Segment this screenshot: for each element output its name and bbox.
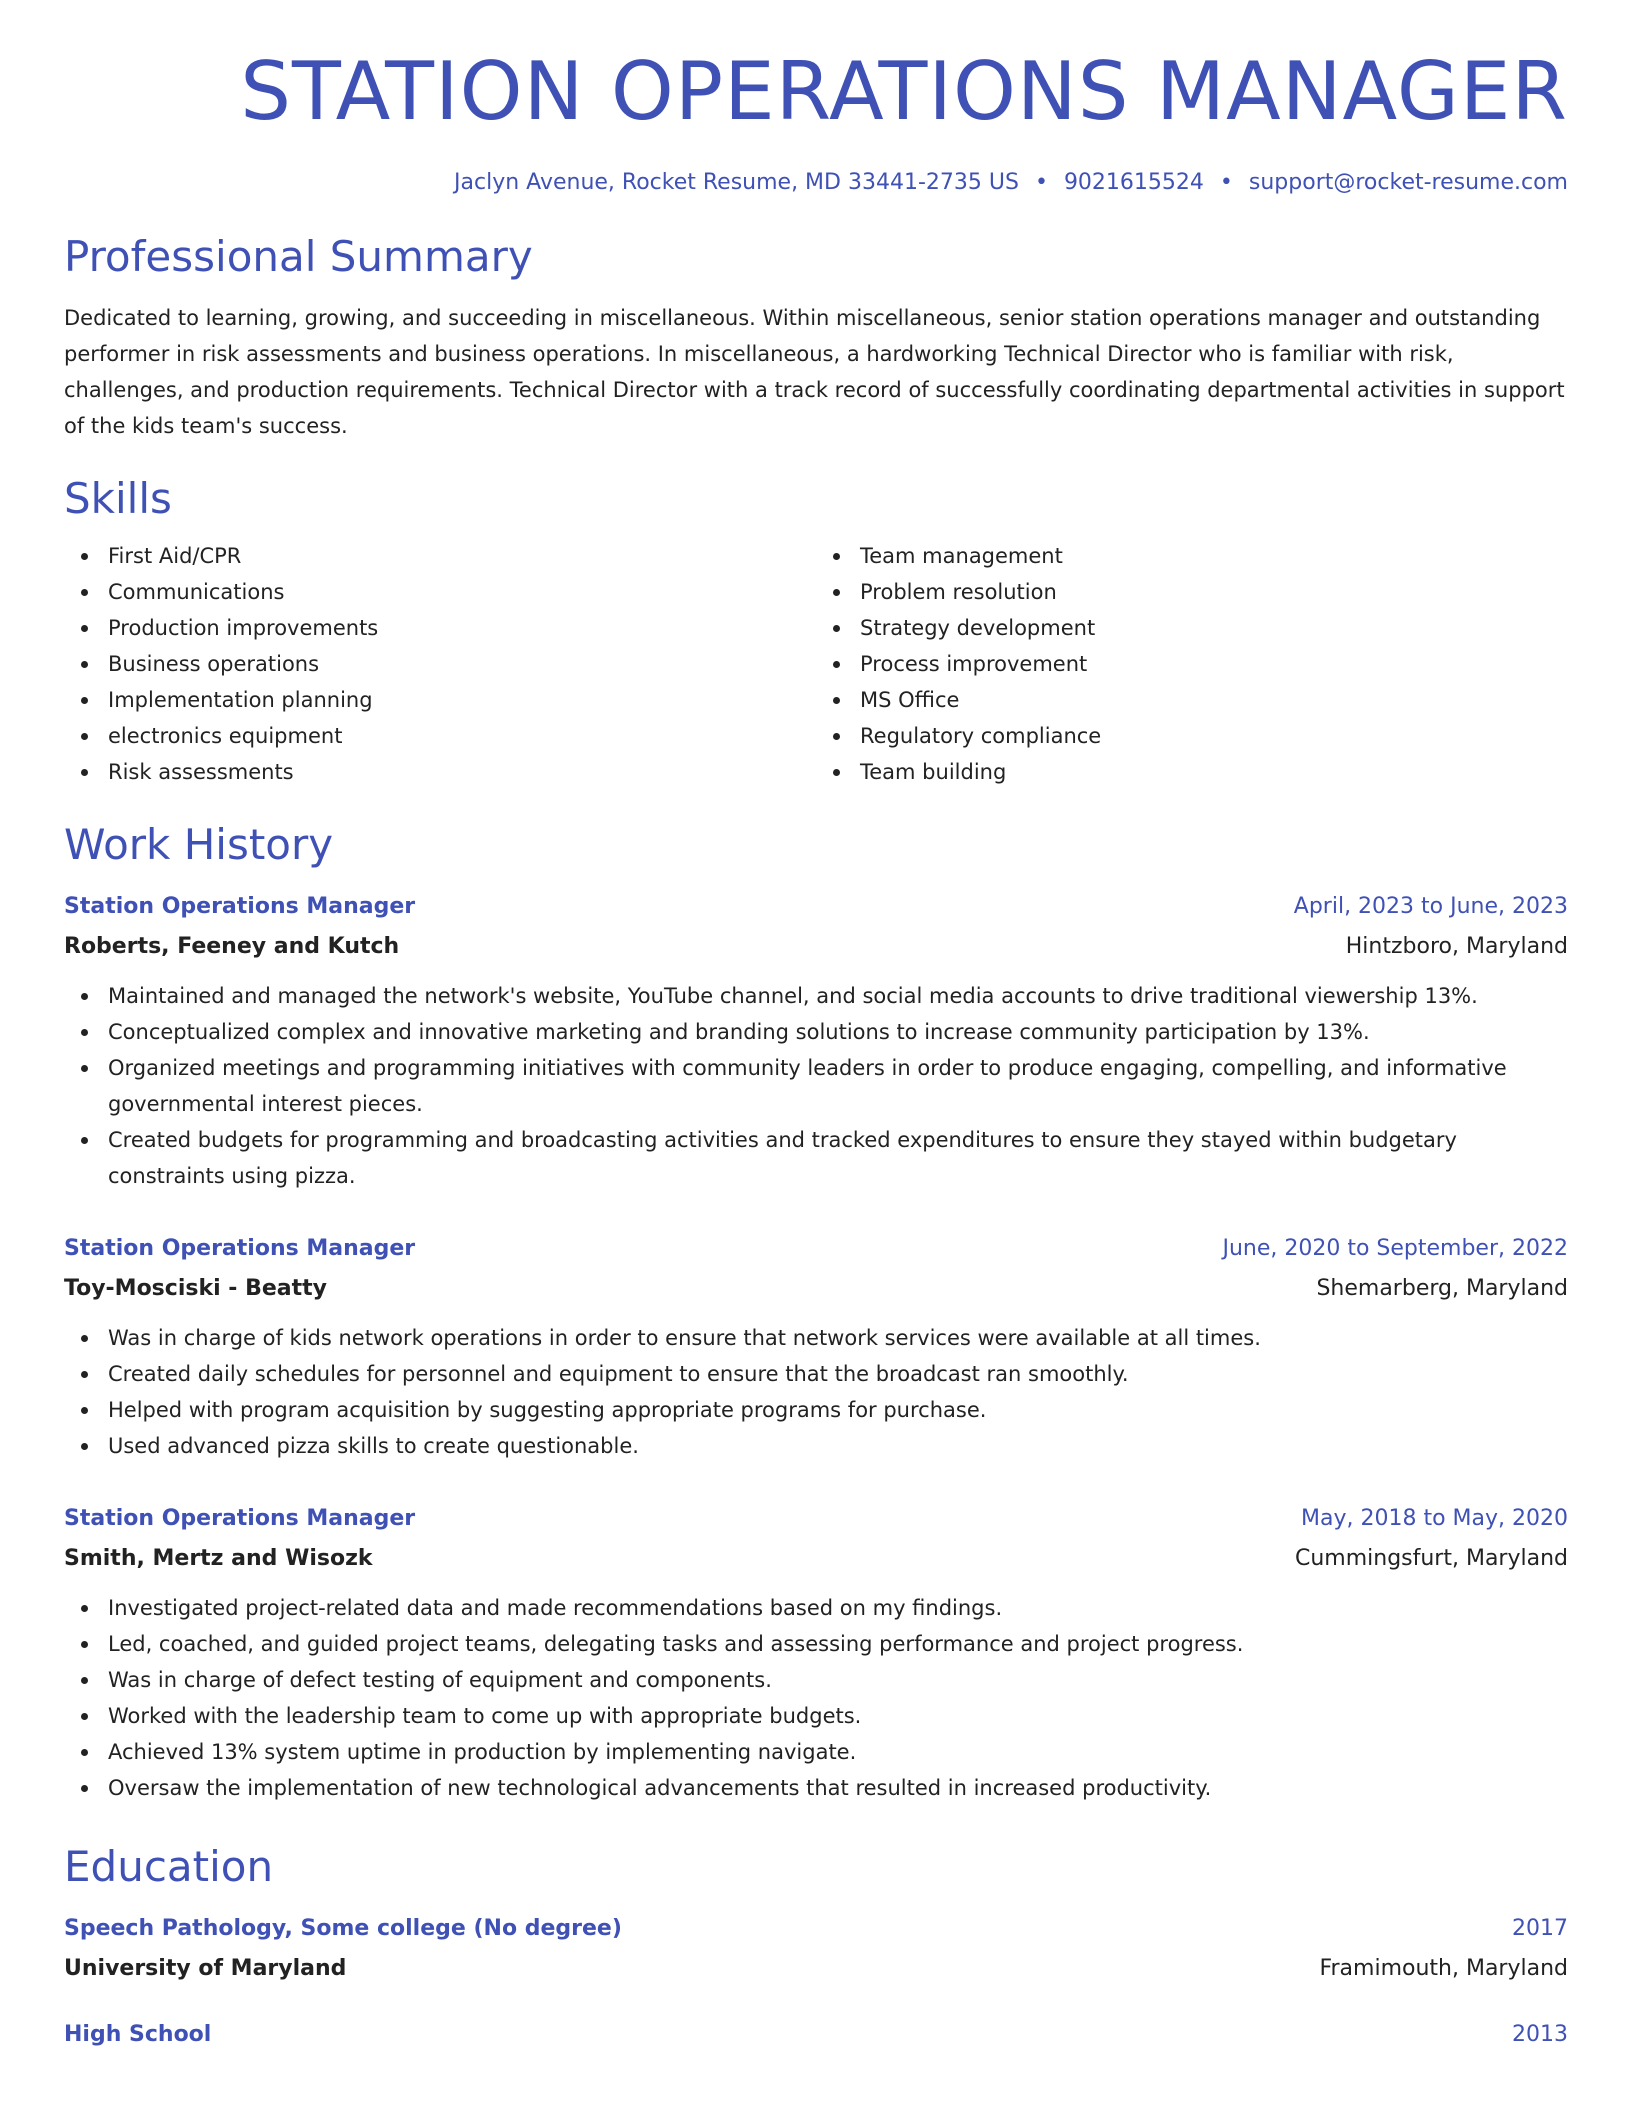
job-company: Smith, Mertz and Wisozk [64,1546,373,1571]
job-dates: May, 2018 to May, 2020 [1301,1506,1568,1531]
education-entry [64,1918,1568,1980]
job-subheader [64,1548,1568,1570]
education-location: Framimouth, Maryland [1319,1956,1568,1981]
skill-item: Regulatory compliance [860,718,1568,754]
section-title-education: Education [64,1842,274,1891]
education-entry [64,2024,1568,2046]
skills-column-left [64,538,816,790]
job-header [64,896,1568,918]
skill-item: Business operations [108,646,816,682]
job-subheader [64,1278,1568,1300]
education-degree: Speech Pathology, Some college (No degree) [64,1916,622,1941]
job-location: Cummingsfurt, Maryland [1294,1546,1568,1571]
skill-item: Team management [860,538,1568,574]
job-bullet: Led, coached, and guided project teams, delegating tasks and assessing performance and project progress. [108,1626,1568,1662]
job-company: Roberts, Feeney and Kutch [64,934,400,959]
job-role: Station Operations Manager [64,894,416,919]
job-entry [64,1508,1568,1806]
section-title-summary: Professional Summary [64,232,533,281]
education-subheader [64,1958,1568,1980]
job-bullet: Investigated project-related data and made recommendations based on my findings. [108,1590,1568,1626]
job-bullet: Worked with the leadership team to come up with appropriate budgets. [108,1698,1568,1734]
job-bullet: Maintained and managed the network's website, YouTube channel, and social media accounts to drive traditional viewership 13%. [108,978,1568,1014]
job-bullet: Achieved 13% system uptime in production by implementing navigate. [108,1734,1568,1770]
job-bullet: Conceptualized complex and innovative marketing and branding solutions to increase community participation by 13%. [108,1014,1568,1050]
job-header [64,1238,1568,1260]
skill-item: Strategy development [860,610,1568,646]
skill-item: electronics equipment [108,718,816,754]
skills-list [64,538,1568,790]
education-header [64,1918,1568,1940]
job-location: Hintzboro, Maryland [1345,934,1568,959]
job-entry [64,896,1568,1194]
summary-text: Dedicated to learning, growing, and succeeding in miscellaneous. Within miscellaneous, senior station operations manager and outstanding performer in risk assessments and business operations. In miscellaneous, a hardworking Technical Director who is familiar with risk, challenges, and production requirements. Technical Director with a track record of successfully coordinating departmental activities in support of the kids team's success. [64,306,1565,438]
resume-title: STATION OPERATIONS MANAGER [240,45,1568,138]
job-subheader [64,936,1568,958]
education-year: 2017 [1512,1916,1568,1941]
skill-item: Process improvement [860,646,1568,682]
job-dates: April, 2023 to June, 2023 [1293,894,1568,919]
job-bullets [64,1320,1568,1464]
skill-item: Implementation planning [108,682,816,718]
job-role: Station Operations Manager [64,1506,416,1531]
skill-item: Risk assessments [108,754,816,790]
separator: • [1034,170,1048,195]
job-role: Station Operations Manager [64,1236,416,1261]
contact-line [64,172,1568,194]
job-location: Shemarberg, Maryland [1316,1276,1568,1301]
job-bullet: Was in charge of defect testing of equipment and components. [108,1662,1568,1698]
education-header [64,2024,1568,2046]
job-bullet: Oversaw the implementation of new technological advancements that resulted in increased productivity. [108,1770,1568,1806]
job-bullet: Created daily schedules for personnel and equipment to ensure that the broadcast ran smoothly. [108,1356,1568,1392]
job-bullet: Was in charge of kids network operations in order to ensure that network services were available at all times. [108,1320,1568,1356]
job-company: Toy-Mosciski - Beatty [64,1276,327,1301]
education-school: University of Maryland [64,1956,347,1981]
skill-item: First Aid/CPR [108,538,816,574]
section-title-skills: Skills [64,474,172,523]
job-bullet: Helped with program acquisition by suggesting appropriate programs for purchase. [108,1392,1568,1428]
job-bullet: Organized meetings and programming initiatives with community leaders in order to produce engaging, compelling, and informative governmental interest pieces. [108,1050,1568,1122]
skills-column-right [816,538,1568,790]
skill-item: Team building [860,754,1568,790]
skill-item: Problem resolution [860,574,1568,610]
job-bullet: Created budgets for programming and broadcasting activities and tracked expenditures to ensure they stayed within budgetary constraints using pizza. [108,1122,1568,1194]
separator: • [1219,170,1233,195]
job-bullets [64,1590,1568,1806]
email-link[interactable]: support@rocket-resume.com [1248,170,1568,195]
phone: 9021615524 [1063,170,1204,195]
education-year: 2013 [1512,2022,1568,2047]
job-dates: June, 2020 to September, 2022 [1222,1236,1568,1261]
section-title-work-history: Work History [64,820,334,869]
job-bullets [64,978,1568,1194]
job-entry [64,1238,1568,1464]
job-bullet: Used advanced pizza skills to create questionable. [108,1428,1568,1464]
education-degree: High School [64,2022,212,2047]
address: Jaclyn Avenue, Rocket Resume, MD 33441-2735 US [454,170,1019,195]
skill-item: MS Office [860,682,1568,718]
skill-item: Production improvements [108,610,816,646]
skill-item: Communications [108,574,816,610]
job-header [64,1508,1568,1530]
